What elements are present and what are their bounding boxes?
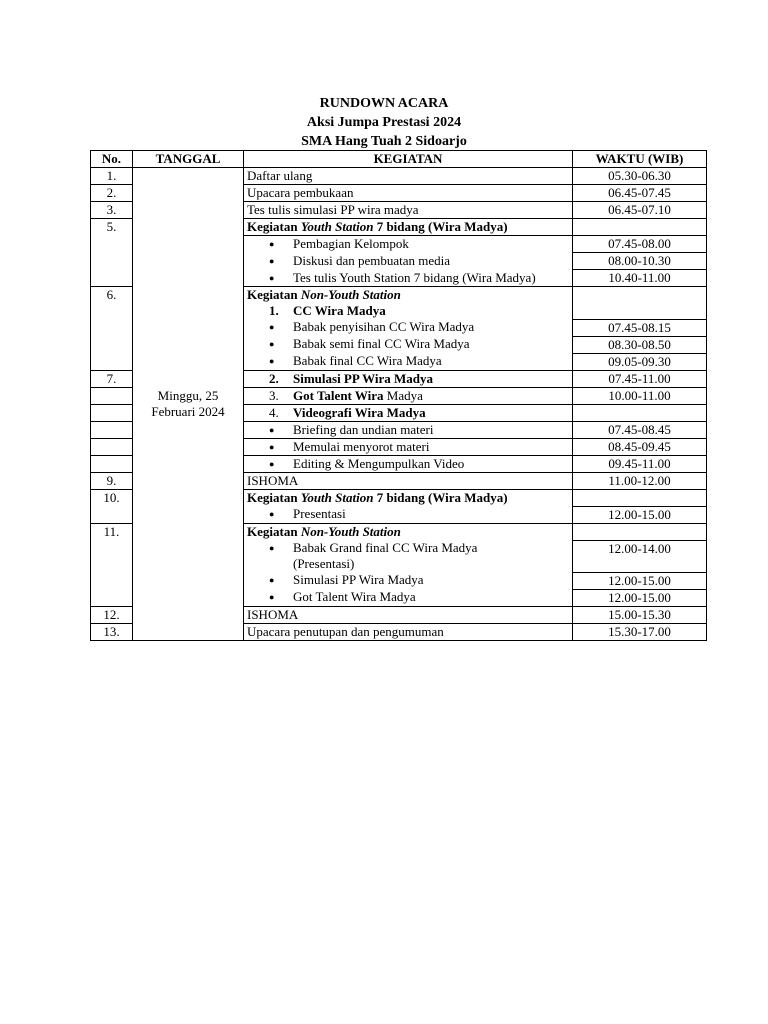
bullet-item: ● Simulasi PP Wira Madya — [247, 572, 569, 588]
row-kegiatan — [244, 572, 573, 589]
row-kegiatan — [244, 540, 573, 556]
row-waktu: 08.45-09.45 — [573, 438, 707, 455]
numbered-item — [247, 388, 569, 404]
row-waktu: 11.00-12.00 — [573, 472, 707, 489]
row-kegiatan: Upacara penutupan dan pengumuman — [244, 623, 573, 640]
kegiatan-prefix: Kegiatan — [247, 219, 301, 234]
row-kegiatan: ISHOMA — [244, 472, 573, 489]
row-kegiatan — [244, 506, 573, 523]
bullet-item: ● Briefing dan undian materi — [247, 422, 569, 438]
table-header-row — [91, 151, 707, 168]
row-no — [91, 455, 133, 472]
row-no: 11. — [91, 523, 133, 606]
row-no: 10. — [91, 489, 133, 523]
rundown-table — [90, 150, 707, 641]
row-waktu — [573, 404, 707, 421]
row-waktu: 09.45-11.00 — [573, 455, 707, 472]
kegiatan-prefix: Kegiatan — [247, 489, 301, 505]
row-kegiatan — [244, 404, 573, 421]
col-tanggal: TANGGAL — [133, 151, 244, 168]
row-waktu — [573, 523, 707, 540]
item-text: Videografi Wira Madya — [293, 404, 426, 420]
row-no: 5. — [91, 219, 133, 287]
bullet-item-continuation: (Presentasi) — [293, 556, 355, 571]
row-waktu: 10.40-11.00 — [573, 270, 707, 287]
row-kegiatan — [244, 270, 573, 287]
row-waktu: 12.00-15.00 — [573, 589, 707, 606]
kegiatan-italic: Youth Station — [300, 489, 374, 505]
row-kegiatan — [244, 556, 573, 572]
row-no: 6. — [91, 287, 133, 371]
row-kegiatan — [244, 287, 573, 304]
kegiatan-prefix: Kegiatan — [247, 287, 301, 302]
item-number: 2. — [269, 370, 279, 386]
col-kegiatan: KEGIATAN — [244, 151, 573, 168]
item-text-bold: Got Talent Wira — [293, 387, 384, 403]
row-waktu: 15.00-15.30 — [573, 606, 707, 623]
kegiatan-prefix: Kegiatan — [247, 523, 301, 539]
document-header — [0, 94, 768, 151]
row-waktu: 07.45-08.15 — [573, 319, 707, 336]
row-waktu: 15.30-17.00 — [573, 623, 707, 640]
kegiatan-suffix: 7 bidang (Wira Madya) — [373, 219, 508, 234]
row-kegiatan — [244, 303, 573, 319]
row-waktu: 09.05-09.30 — [573, 353, 707, 370]
row-waktu: 07.45-08.45 — [573, 421, 707, 438]
numbered-item — [247, 405, 569, 421]
row-kegiatan: Daftar ulang — [244, 168, 573, 185]
row-kegiatan — [244, 589, 573, 606]
row-waktu: 08.30-08.50 — [573, 336, 707, 353]
row-waktu: 12.00-15.00 — [573, 572, 707, 589]
row-waktu: 06.45-07.45 — [573, 185, 707, 202]
row-no — [91, 387, 133, 404]
row-kegiatan — [244, 489, 573, 506]
row-waktu: 12.00-15.00 — [573, 506, 707, 523]
item-number: 4. — [269, 404, 279, 420]
row-no: 2. — [91, 185, 133, 202]
row-waktu — [573, 287, 707, 320]
bullet-item: ● Got Talent Wira Madya — [247, 589, 569, 605]
kegiatan-italic: Non-Youth Station — [300, 523, 401, 539]
item-text: Simulasi PP Wira Madya — [293, 370, 434, 386]
row-waktu — [573, 489, 707, 506]
row-no — [91, 421, 133, 438]
row-waktu — [573, 219, 707, 236]
row-kegiatan — [244, 523, 573, 540]
row-kegiatan — [244, 370, 573, 387]
row-kegiatan — [244, 336, 573, 353]
row-kegiatan — [244, 387, 573, 404]
subtitle-school: SMA Hang Tuah 2 Sidoarjo — [301, 134, 467, 149]
row-kegiatan — [244, 319, 573, 336]
bullet-item: ● Editing & Mengumpulkan Video — [247, 456, 569, 472]
subtitle-event: Aksi Jumpa Prestasi 2024 — [306, 115, 462, 130]
row-no: 1. — [91, 168, 133, 185]
bullet-item: ● Tes tulis Youth Station 7 bidang (Wira Madya) — [247, 270, 569, 286]
row-kegiatan — [244, 219, 573, 236]
row-no — [91, 404, 133, 421]
row-waktu: 12.00-14.00 — [573, 540, 707, 572]
row-no: 3. — [91, 202, 133, 219]
row-no: 12. — [91, 606, 133, 623]
row-kegiatan — [244, 455, 573, 472]
row-kegiatan: Upacara pembukaan — [244, 185, 573, 202]
row-kegiatan — [244, 438, 573, 455]
tanggal-text: Minggu, 25 Februari 2024 — [151, 387, 225, 419]
kegiatan-suffix: 7 bidang (Wira Madya) — [373, 489, 508, 505]
table-row — [91, 168, 707, 185]
row-no: 9. — [91, 472, 133, 489]
bullet-item: ● Babak Grand final CC Wira Madya — [247, 540, 569, 556]
row-waktu: 05.30-06.30 — [573, 168, 707, 185]
item-number: 3. — [269, 387, 279, 403]
col-waktu: WAKTU (WIB) — [573, 151, 707, 168]
bullet-item: ● Babak semi final CC Wira Madya — [247, 336, 569, 352]
col-no: No. — [91, 151, 133, 168]
row-kegiatan — [244, 253, 573, 270]
bullet-item: ● Diskusi dan pembuatan media — [247, 253, 569, 269]
bullet-item: ● Babak penyisihan CC Wira Madya — [247, 319, 569, 335]
row-no: 7. — [91, 370, 133, 387]
numbered-item — [247, 303, 569, 319]
bullet-item: ● Memulai menyorot materi — [247, 439, 569, 455]
item-text: CC Wira Madya — [293, 303, 386, 318]
row-no — [91, 438, 133, 455]
row-waktu: 08.00-10.30 — [573, 253, 707, 270]
bullet-item: ● Pembagian Kelompok — [247, 236, 569, 252]
item-text: Madya — [383, 387, 423, 403]
row-no: 13. — [91, 623, 133, 640]
item-number: 1. — [269, 303, 279, 318]
row-kegiatan — [244, 421, 573, 438]
row-kegiatan — [244, 236, 573, 253]
row-kegiatan — [244, 353, 573, 370]
row-waktu: 07.45-08.00 — [573, 236, 707, 253]
row-waktu: 06.45-07.10 — [573, 202, 707, 219]
bullet-item: ● Presentasi — [247, 506, 569, 522]
row-waktu: 10.00-11.00 — [573, 387, 707, 404]
row-kegiatan: Tes tulis simulasi PP wira madya — [244, 202, 573, 219]
title: RUNDOWN ACARA — [319, 96, 449, 111]
bullet-item: ● Babak final CC Wira Madya — [247, 353, 569, 369]
kegiatan-italic: Youth Station — [300, 219, 374, 234]
numbered-item — [247, 371, 569, 387]
tanggal-cell — [133, 168, 244, 641]
kegiatan-italic: Non-Youth Station — [300, 287, 401, 302]
row-kegiatan: ISHOMA — [244, 606, 573, 623]
row-waktu: 07.45-11.00 — [573, 370, 707, 387]
